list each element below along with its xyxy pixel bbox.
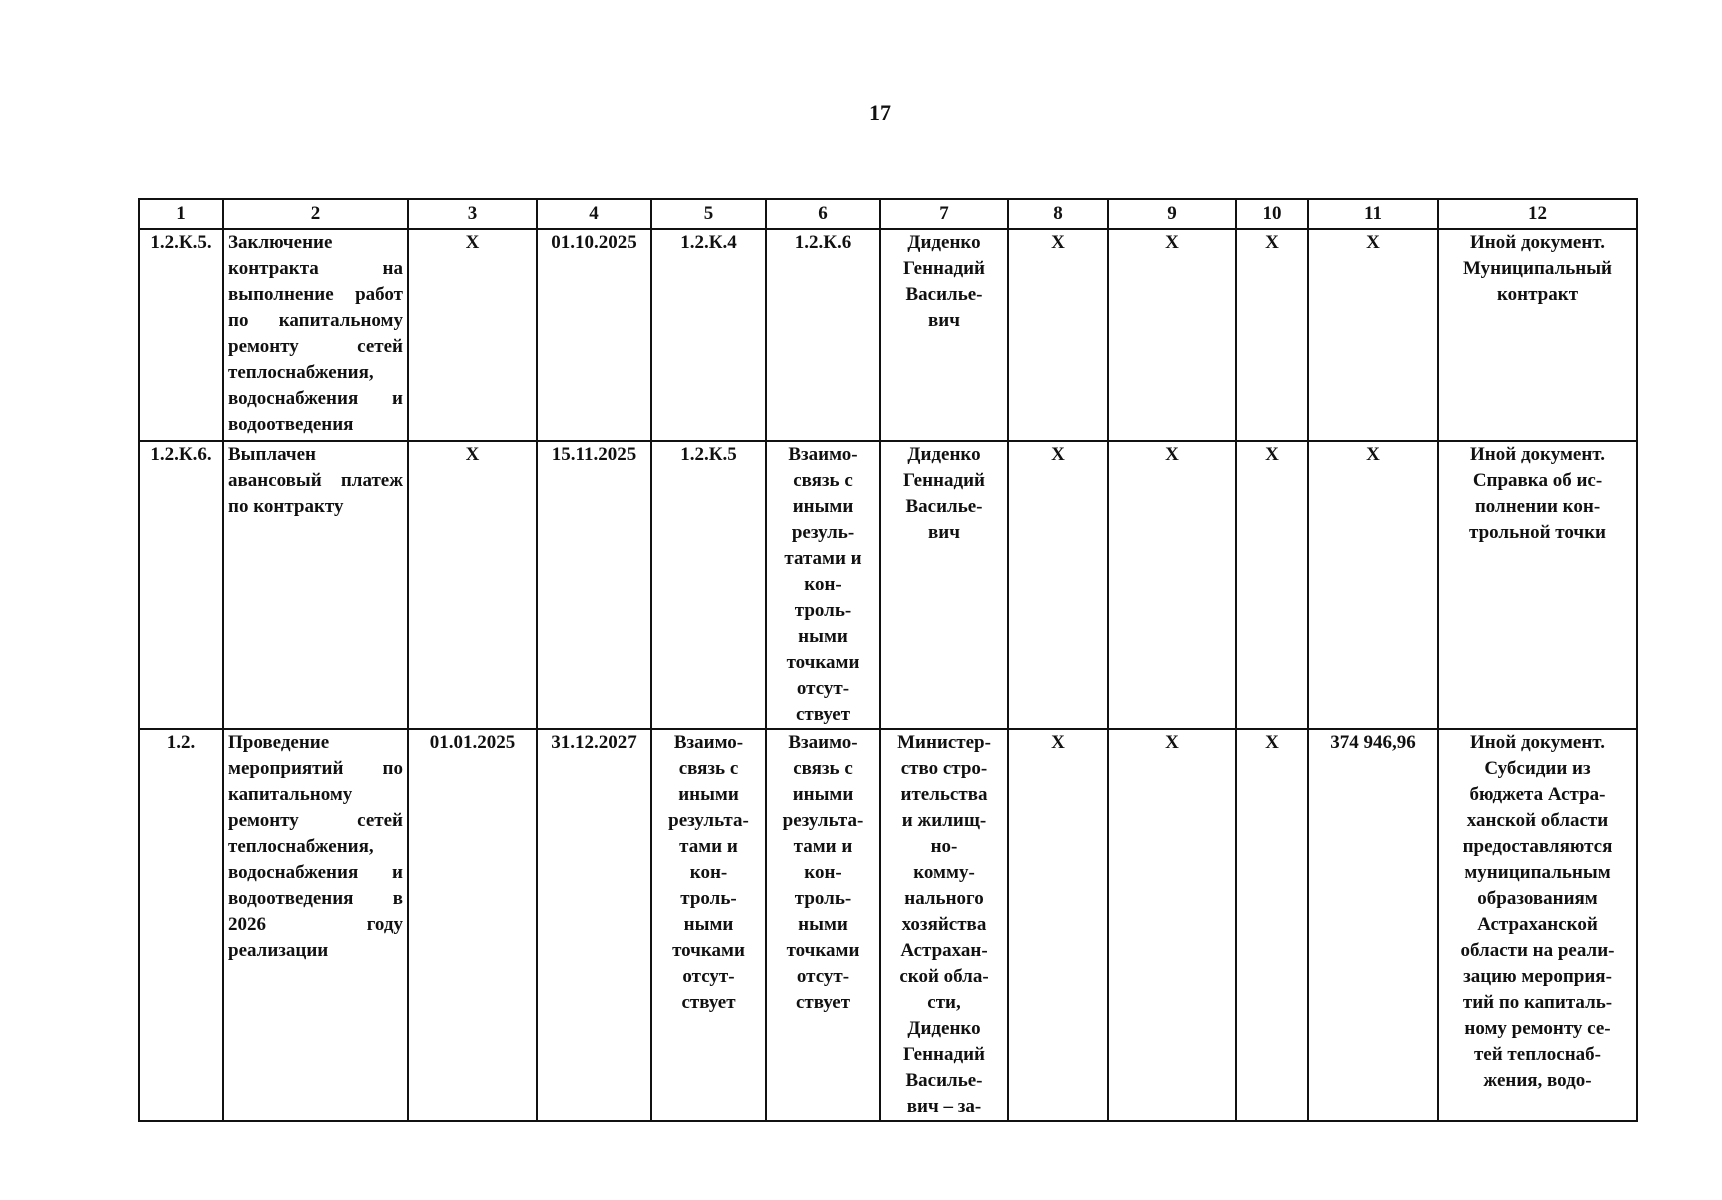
column-header: 11 [1308,199,1438,229]
column-header: 3 [408,199,537,229]
row-number-cell: 1.2.К.5. [139,229,223,441]
end-date-cell: 01.10.2025 [537,229,651,441]
row-number-cell: 1.2.К.6. [139,441,223,729]
end-date-cell: 31.12.2027 [537,729,651,1121]
name-cell: Выплачен авансовый платеж по контракту [223,441,408,729]
col-8-cell: X [1008,441,1108,729]
start-date-cell: X [408,441,537,729]
document-cell: Иной документ. Муниципальный контракт [1438,229,1637,441]
table-row [139,729,1637,1121]
amount-cell: X [1308,441,1438,729]
predecessor-cell: Взаимо- связь с иными результа- тами и кон- троль- ными точками отсут- ствует [651,729,766,1121]
results-table [138,198,1638,1122]
row-number-cell: 1.2. [139,729,223,1121]
col-10-cell: X [1236,229,1308,441]
col-10-cell: X [1236,729,1308,1121]
successor-cell: 1.2.К.6 [766,229,880,441]
column-header: 10 [1236,199,1308,229]
responsible-cell: Министер- ство стро- ительства и жилищ- но- комму- нального хозяйства Астрахан- ской обла- сти, Диденко Геннадий Василье- вич – за- [880,729,1008,1121]
end-date-cell: 15.11.2025 [537,441,651,729]
column-header: 1 [139,199,223,229]
col-8-cell: X [1008,729,1108,1121]
column-header: 9 [1108,199,1236,229]
document-cell: Иной документ. Субсидии из бюджета Астра- ханской области предоставляются муниципальным образованиям Астраханской области на реали- зацию мероприя- тий по капиталь- ному ремонту се- тей теплоснаб- жения, водо- [1438,729,1637,1121]
col-8-cell: X [1008,229,1108,441]
column-header: 6 [766,199,880,229]
col-9-cell: X [1108,729,1236,1121]
col-10-cell: X [1236,441,1308,729]
successor-cell: Взаимо- связь с иными результа- тами и кон- троль- ными точками отсут- ствует [766,729,880,1121]
predecessor-cell: 1.2.К.5 [651,441,766,729]
document-cell: Иной документ. Справка об ис- полнении кон- трольной точки [1438,441,1637,729]
start-date-cell: X [408,229,537,441]
amount-cell: X [1308,229,1438,441]
amount-cell: 374 946,96 [1308,729,1438,1121]
table-row [139,441,1637,729]
predecessor-cell: 1.2.К.4 [651,229,766,441]
col-9-cell: X [1108,229,1236,441]
column-header: 5 [651,199,766,229]
page-number: 17 [869,100,891,125]
name-cell: Заключение контракта на выполнение работ по капитальному ремонту сетей теплоснабжения, водоснабжения и водоотведения [223,229,408,441]
column-header: 8 [1008,199,1108,229]
column-header: 12 [1438,199,1637,229]
col-9-cell: X [1108,441,1236,729]
responsible-cell: Диденко Геннадий Василье- вич [880,229,1008,441]
table-row [139,229,1637,441]
name-cell: Проведение мероприятий по капитальному ремонту сетей теплоснабжения, водоснабжения и водоотведения в 2026 году реализации [223,729,408,1121]
successor-cell: Взаимо- связь с иными резуль- татами и кон- троль- ными точками отсут- ствует [766,441,880,729]
table-header-row [139,199,1637,229]
column-header: 4 [537,199,651,229]
start-date-cell: 01.01.2025 [408,729,537,1121]
responsible-cell: Диденко Геннадий Василье- вич [880,441,1008,729]
column-header: 2 [223,199,408,229]
column-header: 7 [880,199,1008,229]
